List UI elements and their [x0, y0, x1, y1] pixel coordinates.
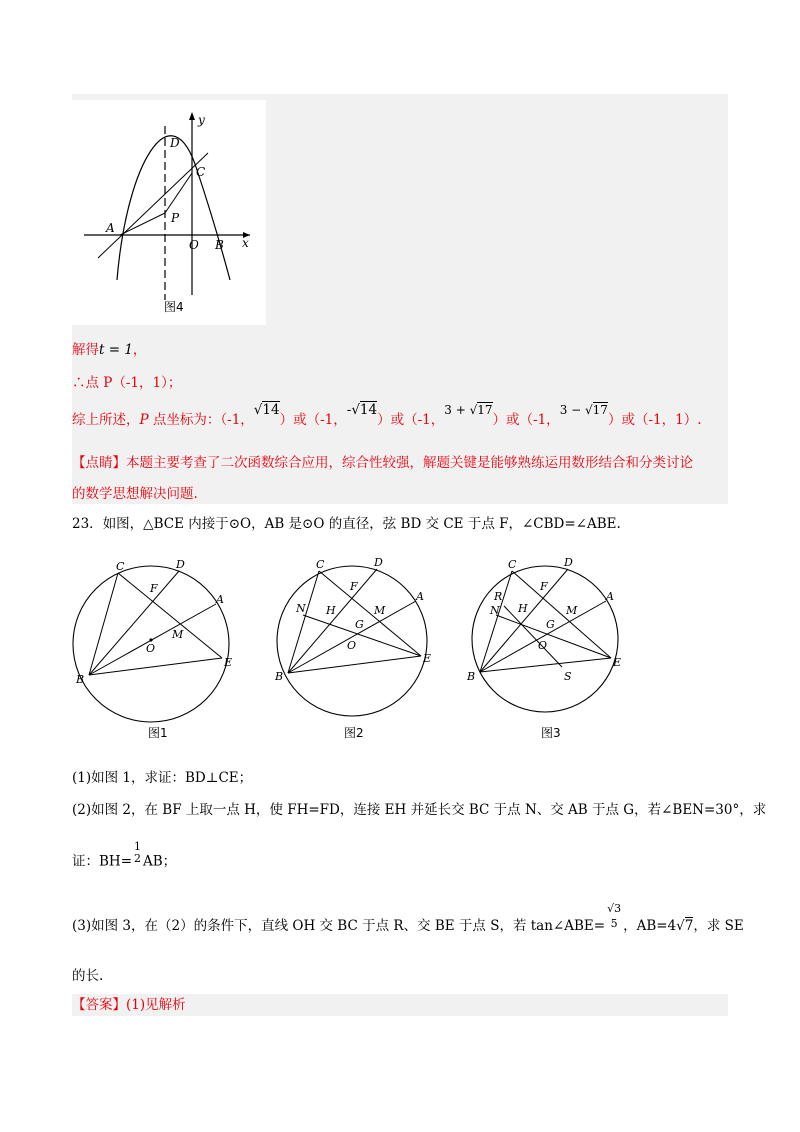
graph4-figure	[72, 100, 266, 325]
q3-b: ，AB=4	[623, 918, 677, 934]
fig1-label-F: F	[150, 582, 158, 595]
fig3-label-G: G	[546, 618, 555, 631]
line3-mid: 点坐标为：（-1，	[148, 412, 254, 428]
figure2	[274, 556, 431, 716]
line3-v3-a: 3 +	[444, 403, 470, 417]
fig2-label-O: O	[347, 639, 357, 652]
comment-line2: 的数学思想解决问题.	[72, 486, 198, 502]
line3-v1: √14	[253, 402, 280, 418]
fig1-label-D: D	[176, 558, 185, 571]
fig3-label-N: N	[490, 604, 500, 617]
line3-v2-rad: 14	[359, 402, 378, 418]
fig2-label-G: G	[355, 618, 364, 631]
q3-frac-den: 5	[610, 917, 618, 930]
fig3-label-S: S	[564, 670, 572, 683]
figure3	[466, 556, 621, 712]
question-3-line1	[72, 902, 744, 941]
question-2-line2	[72, 840, 177, 874]
fig1-label-O: O	[146, 642, 156, 655]
figure2-caption: 图2	[344, 726, 364, 740]
solution-line1-math: t = 1	[99, 342, 133, 358]
fig1-label-M: M	[172, 628, 184, 641]
q3-fraction	[607, 902, 621, 931]
q3-c: ，求 SE	[693, 918, 744, 934]
fig2-label-A: A	[416, 590, 424, 603]
graph4-panel	[72, 100, 266, 325]
solution-line1-suffix: ，	[132, 342, 147, 358]
line3-P: P	[139, 412, 149, 428]
fig3-label-F: F	[540, 580, 548, 593]
fig1-label-E: E	[224, 656, 233, 669]
fig3-label-M: M	[566, 604, 578, 617]
fig2-label-N: N	[296, 602, 306, 615]
fig3-label-E: E	[613, 656, 622, 669]
q3-a: (3)如图 3，在（2）的条件下，直线 OH 交 BC 于点 R、交 BE 于点 S，若 tan∠ABE=	[72, 918, 606, 934]
q2-line2-a: 证：BH=	[72, 853, 133, 870]
fig2-label-M: M	[374, 604, 386, 617]
fig3-label-O: O	[538, 639, 548, 652]
problem-number: 23．	[72, 516, 103, 532]
fig2-label-F: F	[350, 580, 358, 593]
fig3-label-R: R	[494, 590, 503, 603]
comment-line1	[72, 453, 693, 473]
line3-v2: -√14	[346, 402, 378, 418]
fig2-label-H: H	[326, 604, 336, 617]
line3-v2-sign: -	[346, 402, 352, 418]
line3-v4-rad: 17	[592, 403, 608, 417]
line3-sep2: ）或（-1，	[377, 412, 445, 428]
q2-frac-den: 2	[134, 852, 142, 865]
line3-v3: 3 + √17	[444, 403, 493, 417]
graph4-label-x: x	[242, 236, 249, 250]
line3-prefix: 综上所述，	[72, 412, 140, 428]
answer-line	[72, 995, 186, 1015]
solution-line3	[72, 402, 702, 430]
solution-line2: ∴点 P（-1，1）；	[72, 375, 182, 391]
graph4-label-y: y	[198, 113, 205, 127]
comment-tag: 【点睛】	[72, 455, 126, 471]
question-1: (1)如图 1，求证：BD⊥CE；	[72, 770, 253, 786]
graph4-label-P: P	[171, 211, 180, 225]
fig2-label-E: E	[423, 652, 432, 665]
fig3-label-H: H	[518, 602, 528, 615]
graph4-label-D: D	[170, 136, 180, 150]
line3-sep1: ）或（-1，	[279, 412, 347, 428]
fig3-label-B: B	[467, 670, 476, 683]
solution-line1-prefix: 解得	[72, 342, 99, 358]
fig1-label-B: B	[76, 673, 85, 686]
line3-v3-rad: 17	[477, 403, 493, 417]
q3-sqrt-rad: 7	[684, 918, 694, 934]
comment-text1: 本题主要考查了二次函数综合应用，综合性较强，解题关键是能够熟练运用数形结合和分类讨论	[126, 455, 693, 471]
figure3-caption: 图3	[541, 726, 561, 740]
q3-sqrt: √7	[676, 918, 694, 934]
fig3-label-D: D	[564, 556, 573, 569]
fig3-label-C: C	[508, 558, 517, 571]
line3-sep3: ）或（-1，	[492, 412, 560, 428]
question-3-line2: 的长.	[72, 968, 104, 984]
line3-end: ）或（-1，1）.	[607, 412, 702, 428]
fig2-label-B: B	[275, 670, 284, 683]
fig1-label-C: C	[116, 560, 125, 573]
solution-line1	[72, 340, 146, 360]
graph4-label-A: A	[106, 221, 115, 235]
question-2-line1: (2)如图 2，在 BF 上取一点 H，使 FH=FD，连接 EH 并延长交 BC 于点 N、交 AB 于点 G，若∠BEN=30°，求	[72, 802, 767, 818]
figures-row	[66, 548, 636, 748]
line3-v1-rad: 14	[262, 402, 280, 418]
problem-stem	[72, 514, 621, 534]
q2-frac-num: 1	[134, 840, 142, 853]
graph4-label-B: B	[215, 238, 224, 252]
problem-stem-text: 如图，△BCE 内接于⊙O，AB 是⊙O 的直径，弦 BD 交 CE 于点 F，∠CBD=∠ABE.	[102, 516, 621, 532]
figure1	[73, 558, 232, 722]
q2-line2-b: AB；	[143, 853, 177, 870]
fig2-label-C: C	[316, 558, 325, 571]
fig3-label-A: A	[606, 590, 614, 603]
answer-tag: 【答案】	[72, 997, 126, 1013]
answer-text: (1)见解析	[126, 997, 186, 1013]
graph4-label-O: O	[189, 238, 199, 252]
fig2-label-D: D	[374, 556, 383, 569]
line3-v4: 3 − √17	[559, 403, 608, 417]
figure1-caption: 图1	[148, 726, 168, 740]
q2-fraction	[134, 841, 141, 865]
graph4-label-C: C	[196, 165, 206, 179]
graph4-caption: 图4	[164, 300, 184, 314]
line3-v4-a: 3 −	[559, 403, 586, 417]
fig1-label-A: A	[216, 593, 224, 606]
q3-frac-num: √3	[607, 902, 622, 915]
